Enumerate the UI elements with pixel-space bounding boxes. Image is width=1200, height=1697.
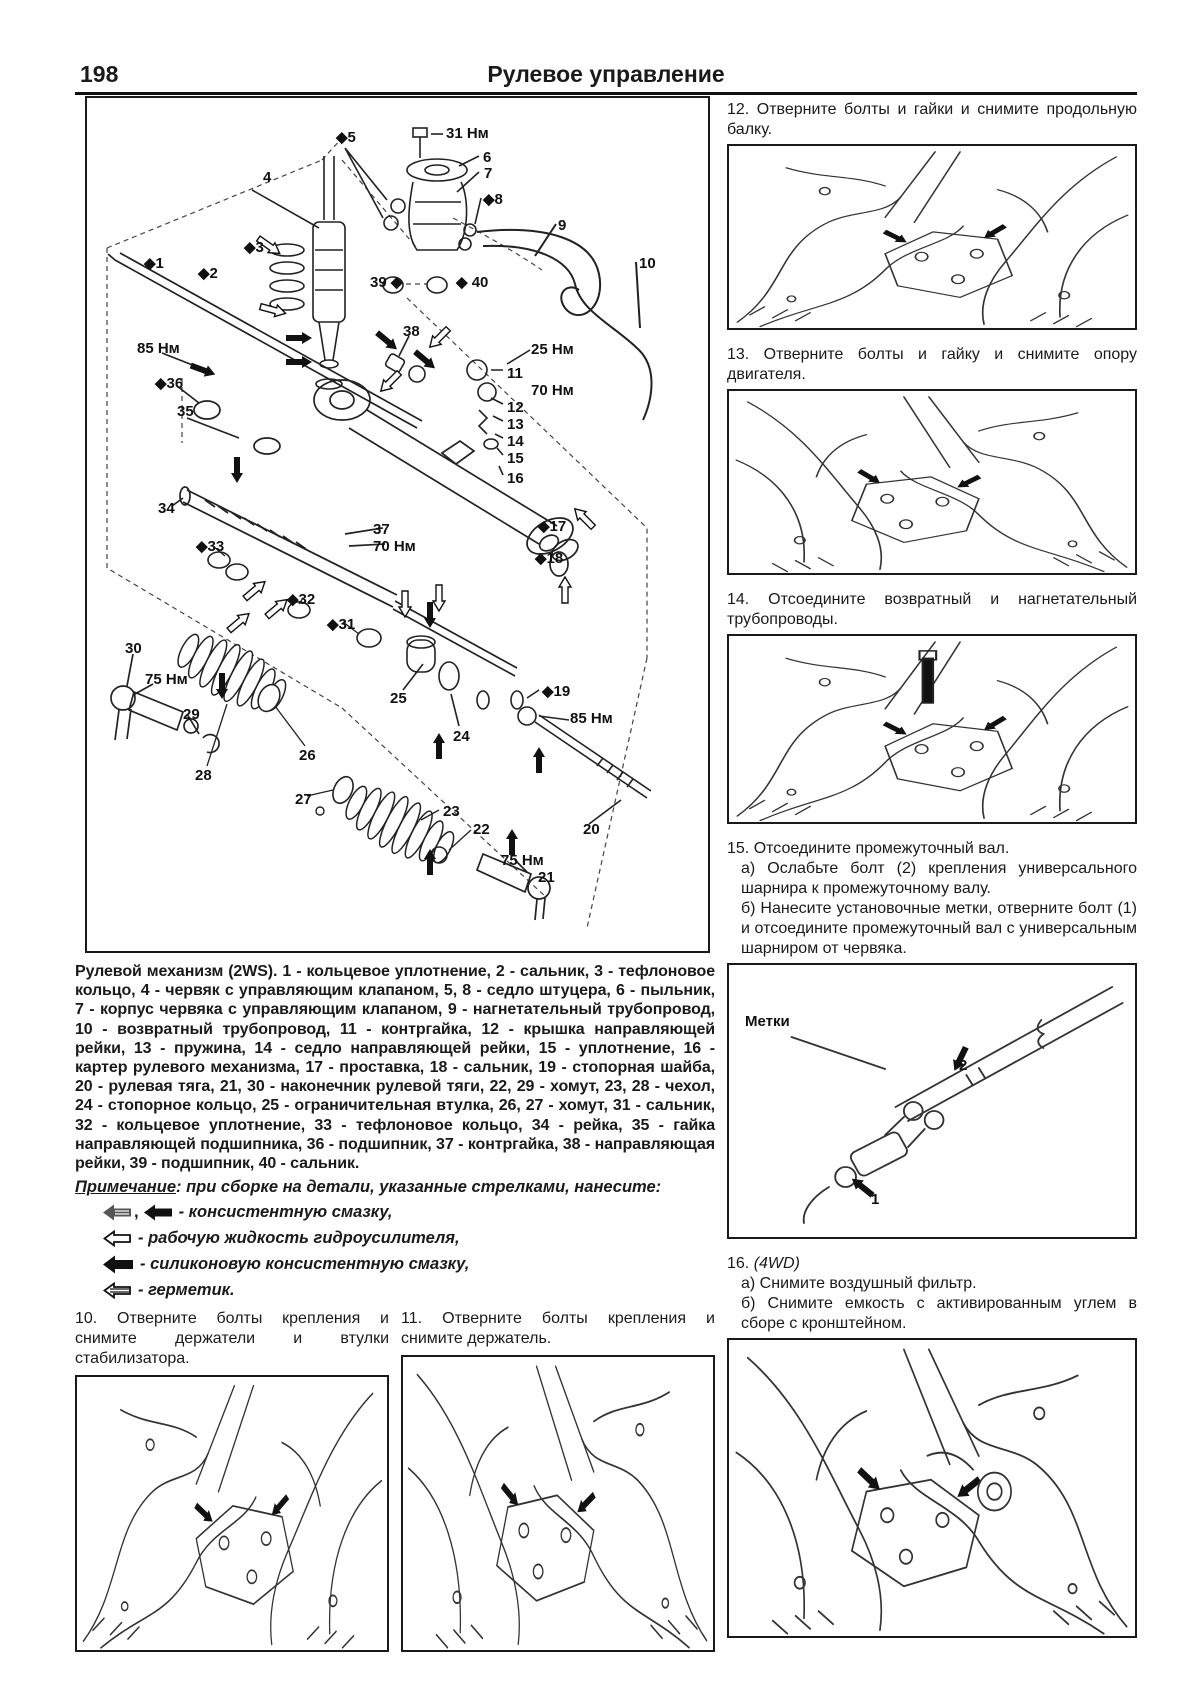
exploded-diagram-figure [85,96,710,953]
step-10-text: 10. Отверните болты крепления и снимите держатели и втулки стабилизатора. [75,1310,389,1368]
diagram-part-label: 34 [158,500,175,517]
diagram-part-label: 4 [263,169,272,186]
diagram-part-label: 85 Нм [570,710,613,727]
diagram-part-label: ◆2 [198,265,218,282]
step-16-sub-a: а) Снимите воздушный фильтр. [741,1275,977,1292]
diagram-part-label: ◆17 [538,518,567,535]
step-15 [727,839,1137,1239]
diagram-part-label: 15 [507,450,524,467]
right-column [727,100,1137,1653]
diagram-part-label: 30 [125,640,142,657]
step-16-illustration [727,1338,1137,1638]
diagram-part-label: 39 ◆ [370,274,403,291]
step-14 [727,590,1137,824]
diagram-part-label: 27 [295,791,312,808]
step-13-text: 13. Отверните болты и гайку и снимите опору двигателя. [727,346,1137,383]
diagram-part-label: 25 [390,690,407,707]
step-13 [727,345,1137,575]
note-item-grease [103,1201,715,1223]
diagram-part-label: 22 [473,821,490,838]
diagram-part-label: 85 Нм [137,340,180,357]
note-item-label: - рабочую жидкость гидроусилителя, [138,1228,460,1247]
page-header [75,52,1137,95]
diagram-part-label: 70 Нм [531,382,574,399]
note-item-label: - герметик. [138,1280,235,1299]
diagram-part-label: 23 [443,803,460,820]
step-11-text: 11. Отверните болты крепления и снимите держатель. [401,1310,715,1348]
assembly-note [75,1177,715,1197]
diagram-part-label: 13 [507,416,524,433]
diagram-part-label: 35 [177,403,194,420]
note-item-label: - силиконовую консистентную смазку, [140,1254,470,1273]
note-item-silicone [103,1253,715,1275]
diagram-part-label: ◆32 [287,591,316,608]
step-15-illustration [727,963,1137,1239]
diagram-part-label: ◆8 [483,191,503,208]
diagram-part-label: 7 [484,165,493,182]
note-item-label: - консистентную смазку, [178,1202,393,1221]
step-15-sub-a: а) Ослабьте болт (2) крепления универсального шарнира к промежуточному валу. [741,860,1137,897]
step-16-variant: (4WD) [753,1255,800,1272]
note-item-sealant [103,1279,715,1301]
diagram-part-label: 70 Нм [373,538,416,555]
note-separator: , [134,1202,139,1221]
step-14-illustration [727,634,1137,824]
diagram-part-label: ◆3 [244,239,264,256]
step-12 [727,100,1137,330]
diagram-part-label: ◆ 40 [456,274,489,291]
diagram-part-label: 31 Нм [446,125,489,142]
note-heading-rest: : при сборке на детали, указанные стрелками, нанесите: [176,1178,662,1197]
diagram-part-label: 75 Нм [501,852,544,869]
callout-1: 1 [871,1191,880,1208]
marks-label: Метки [745,1013,790,1030]
note-item-psf [103,1227,715,1249]
grease-arrow-solid-icon [144,1204,172,1221]
step-16-number: 16. [727,1255,750,1272]
step-11 [401,1309,715,1652]
step-16 [727,1254,1137,1638]
diagram-part-label: 24 [453,728,470,745]
step-12-text: 12. Отверните болты и гайки и снимите продольную балку. [727,101,1137,138]
diagram-part-label: ◆19 [542,683,571,700]
step-16-text [727,1254,1137,1274]
left-column [75,96,715,1652]
grease-arrow-textured-icon [103,1204,131,1221]
step-14-text: 14. Отсоедините возвратный и нагнетательный трубопроводы. [727,591,1137,628]
diagram-part-label: 28 [195,767,212,784]
page-number: 198 [80,61,119,87]
diagram-part-label: 9 [558,217,567,234]
sealant-arrow-hatched-icon [103,1282,131,1299]
steps-10-11 [75,1309,715,1652]
diagram-part-label: 16 [507,470,524,487]
diagram-part-label: 29 [183,706,200,723]
diagram-part-label: ◆31 [327,616,356,633]
diagram-part-label: 10 [639,255,656,272]
step-16-sub-b: б) Снимите емкость с активированным углем в сборе с кронштейном. [741,1295,1137,1332]
callout-2: 2 [959,1057,968,1074]
step-10-illustration [75,1375,389,1652]
step-15-text: 15. Отсоедините промежуточный вал. [727,840,1010,857]
diagram-part-label: 26 [299,747,316,764]
diagram-part-label: 11 [507,365,523,382]
diagram-part-label: ◆33 [196,538,225,555]
diagram-part-label: 12 [507,399,524,416]
step-10 [75,1309,389,1652]
step-12-illustration [727,144,1137,330]
diagram-part-label: 38 [403,323,420,340]
diagram-part-label: 6 [483,149,492,166]
diagram-part-label: 21 [538,869,555,886]
diagram-part-label: ◆18 [535,550,564,567]
diagram-part-label: 14 [507,433,524,450]
step-15-sub-b: б) Нанесите установочные метки, отверните болт (1) и отсоедините промежуточный вал с универсальным шарниром от червяка. [741,900,1137,957]
diagram-part-label: 20 [583,821,600,838]
exploded-diagram-art [87,98,708,951]
silicone-arrow-solid-icon [103,1255,133,1274]
step-13-illustration [727,389,1137,575]
diagram-part-label: 25 Нм [531,341,574,358]
note-heading: Примечание [75,1178,177,1197]
step-11-illustration [401,1355,715,1652]
diagram-part-label: ◆36 [155,375,184,392]
diagram-part-label: 37 [373,521,390,538]
diagram-part-label: ◆1 [144,255,164,272]
psf-arrow-outline-icon [103,1230,131,1247]
page-title: Рулевое управление [487,61,725,87]
parts-legend: Рулевой механизм (2WS). 1 - кольцевое уплотнение, 2 - сальник, 3 - тефлоновое кольцо, 4 - червяк с управляющим клапаном, 5, 8 - седло штуцера, 6 - пыльник, 7 - корпус червяка с управляющим клапаном, 9 - нагнетательный трубопровод, 10 - возвратный трубопровод, 11 - контргайка, 12 - крышка направляющей рейки, 13 - пружина, 14 - седло направляющей рейки, 15 - уплотнение, 16 - картер рулевого механизма, 17 - проставка, 18 - сальник, 19 - стопорная шайба, 20 - рулевая тяга, 21, 30 - наконечник рулевой тяги, 22, 29 - хомут, 23, 28 - чехол, 24 - стопорное кольцо, 25 - ограничительная втулка, 26, 27 - хомут, 31 - сальник, 32 - кольцевое уплотнение, 33 - тефлоновое кольцо, 34 - рейка, 35 - гайка направляющей подшипника, 36 - подшипник, 37 - контргайка, 38 - направляющая рейки, 39 - подшипник, 40 - сальник. [75,963,715,1173]
diagram-part-label: 75 Нм [145,671,188,688]
diagram-part-label: ◆5 [336,129,356,146]
